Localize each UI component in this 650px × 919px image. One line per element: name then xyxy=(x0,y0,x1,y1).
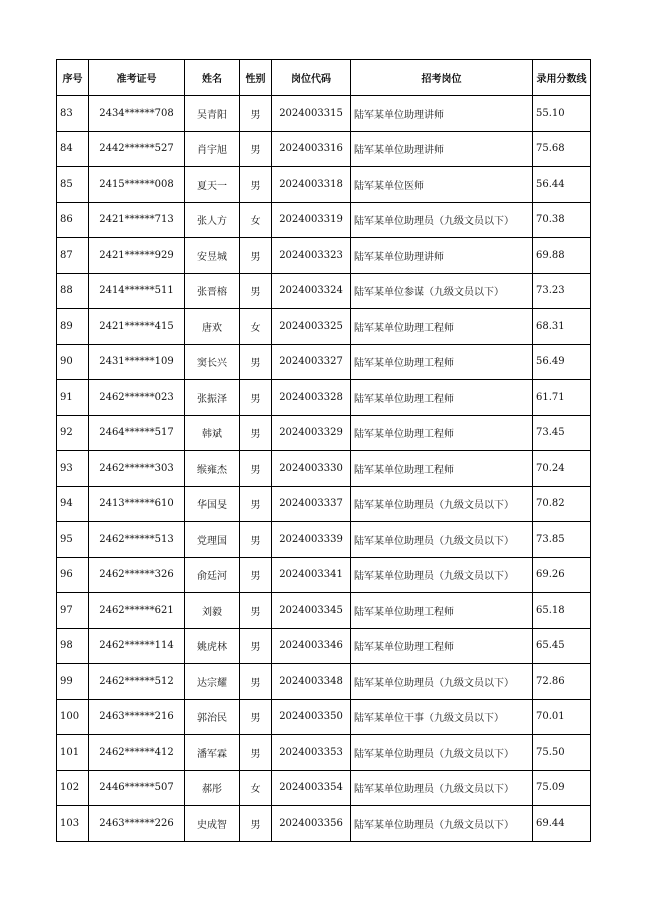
seq-cell: 99 xyxy=(57,664,89,700)
ticket-number-cell: 2421******415 xyxy=(89,309,185,345)
post-code-cell: 2024003345 xyxy=(272,593,351,629)
header-score: 录用分数线 xyxy=(533,60,591,96)
gender-cell: 男 xyxy=(240,238,272,274)
post-code-cell: 2024003323 xyxy=(272,238,351,274)
post-cell: 陆军某单位助理员（九级文员以下） xyxy=(351,664,533,700)
name-cell: 夏天一 xyxy=(185,167,240,203)
post-cell: 陆军某单位助理工程师 xyxy=(351,451,533,487)
table-row xyxy=(57,238,591,274)
gender-cell: 男 xyxy=(240,273,272,309)
score-cell: 61.71 xyxy=(533,380,591,416)
ticket-number-cell: 2442******527 xyxy=(89,131,185,167)
seq-cell: 94 xyxy=(57,486,89,522)
ticket-number-cell: 2415******008 xyxy=(89,167,185,203)
name-cell: 张人方 xyxy=(185,202,240,238)
post-code-cell: 2024003341 xyxy=(272,557,351,593)
post-cell: 陆军某单位助理员（九级文员以下） xyxy=(351,486,533,522)
gender-cell: 男 xyxy=(240,451,272,487)
name-cell: 史成智 xyxy=(185,806,240,842)
gender-cell: 男 xyxy=(240,628,272,664)
post-cell: 陆军某单位助理工程师 xyxy=(351,309,533,345)
post-cell: 陆军某单位助理讲师 xyxy=(351,238,533,274)
table-header-row xyxy=(57,60,591,96)
table-row xyxy=(57,415,591,451)
post-code-cell: 2024003328 xyxy=(272,380,351,416)
score-cell: 75.09 xyxy=(533,770,591,806)
table-row xyxy=(57,628,591,664)
seq-cell: 98 xyxy=(57,628,89,664)
ticket-number-cell: 2431******109 xyxy=(89,344,185,380)
post-cell: 陆军某单位助理工程师 xyxy=(351,380,533,416)
table-row xyxy=(57,699,591,735)
name-cell: 唐欢 xyxy=(185,309,240,345)
seq-cell: 96 xyxy=(57,557,89,593)
seq-cell: 100 xyxy=(57,699,89,735)
post-cell: 陆军某单位助理工程师 xyxy=(351,593,533,629)
ticket-number-cell: 2464******517 xyxy=(89,415,185,451)
name-cell: 郝彤 xyxy=(185,770,240,806)
seq-cell: 97 xyxy=(57,593,89,629)
table-row xyxy=(57,344,591,380)
gender-cell: 女 xyxy=(240,770,272,806)
score-cell: 70.01 xyxy=(533,699,591,735)
gender-cell: 男 xyxy=(240,486,272,522)
header-seq: 序号 xyxy=(57,60,89,96)
gender-cell: 男 xyxy=(240,735,272,771)
post-cell: 陆军某单位助理员（九级文员以下） xyxy=(351,202,533,238)
table-row xyxy=(57,273,591,309)
seq-cell: 102 xyxy=(57,770,89,806)
score-cell: 75.50 xyxy=(533,735,591,771)
score-cell: 70.82 xyxy=(533,486,591,522)
name-cell: 缑雍杰 xyxy=(185,451,240,487)
table-row xyxy=(57,96,591,132)
name-cell: 张振泽 xyxy=(185,380,240,416)
score-cell: 70.38 xyxy=(533,202,591,238)
score-cell: 73.23 xyxy=(533,273,591,309)
table-row xyxy=(57,167,591,203)
ticket-number-cell: 2414******511 xyxy=(89,273,185,309)
post-code-cell: 2024003353 xyxy=(272,735,351,771)
header-post-code: 岗位代码 xyxy=(272,60,351,96)
name-cell: 郭治民 xyxy=(185,699,240,735)
name-cell: 张晋榕 xyxy=(185,273,240,309)
ticket-number-cell: 2463******226 xyxy=(89,806,185,842)
table-row xyxy=(57,593,591,629)
post-code-cell: 2024003316 xyxy=(272,131,351,167)
gender-cell: 男 xyxy=(240,167,272,203)
seq-cell: 92 xyxy=(57,415,89,451)
post-cell: 陆军某单位助理员（九级文员以下） xyxy=(351,770,533,806)
score-cell: 69.88 xyxy=(533,238,591,274)
post-code-cell: 2024003330 xyxy=(272,451,351,487)
ticket-number-cell: 2462******303 xyxy=(89,451,185,487)
gender-cell: 男 xyxy=(240,131,272,167)
post-code-cell: 2024003348 xyxy=(272,664,351,700)
seq-cell: 93 xyxy=(57,451,89,487)
post-code-cell: 2024003339 xyxy=(272,522,351,558)
seq-cell: 90 xyxy=(57,344,89,380)
ticket-number-cell: 2446******507 xyxy=(89,770,185,806)
score-cell: 68.31 xyxy=(533,309,591,345)
gender-cell: 男 xyxy=(240,344,272,380)
header-post: 招考岗位 xyxy=(351,60,533,96)
ticket-number-cell: 2434******708 xyxy=(89,96,185,132)
seq-cell: 91 xyxy=(57,380,89,416)
score-cell: 56.49 xyxy=(533,344,591,380)
table-row xyxy=(57,451,591,487)
ticket-number-cell: 2421******713 xyxy=(89,202,185,238)
gender-cell: 男 xyxy=(240,380,272,416)
seq-cell: 101 xyxy=(57,735,89,771)
header-gender: 性别 xyxy=(240,60,272,96)
ticket-number-cell: 2413******610 xyxy=(89,486,185,522)
post-cell: 陆军某单位助理员（九级文员以下） xyxy=(351,522,533,558)
ticket-number-cell: 2462******114 xyxy=(89,628,185,664)
seq-cell: 83 xyxy=(57,96,89,132)
post-code-cell: 2024003315 xyxy=(272,96,351,132)
admission-score-table xyxy=(56,59,591,842)
table-row xyxy=(57,131,591,167)
gender-cell: 男 xyxy=(240,415,272,451)
table-row xyxy=(57,806,591,842)
table-row xyxy=(57,735,591,771)
post-code-cell: 2024003319 xyxy=(272,202,351,238)
name-cell: 吴青阳 xyxy=(185,96,240,132)
gender-cell: 女 xyxy=(240,309,272,345)
score-cell: 55.10 xyxy=(533,96,591,132)
table-row xyxy=(57,557,591,593)
name-cell: 俞廷河 xyxy=(185,557,240,593)
table-row xyxy=(57,309,591,345)
post-code-cell: 2024003327 xyxy=(272,344,351,380)
name-cell: 刘毅 xyxy=(185,593,240,629)
seq-cell: 85 xyxy=(57,167,89,203)
post-code-cell: 2024003356 xyxy=(272,806,351,842)
post-cell: 陆军某单位助理员（九级文员以下） xyxy=(351,557,533,593)
post-cell: 陆军某单位医师 xyxy=(351,167,533,203)
post-cell: 陆军某单位助理工程师 xyxy=(351,628,533,664)
seq-cell: 86 xyxy=(57,202,89,238)
post-code-cell: 2024003337 xyxy=(272,486,351,522)
gender-cell: 男 xyxy=(240,806,272,842)
score-cell: 69.26 xyxy=(533,557,591,593)
ticket-number-cell: 2462******412 xyxy=(89,735,185,771)
gender-cell: 男 xyxy=(240,699,272,735)
seq-cell: 103 xyxy=(57,806,89,842)
ticket-number-cell: 2462******621 xyxy=(89,593,185,629)
score-cell: 69.44 xyxy=(533,806,591,842)
post-cell: 陆军某单位助理讲师 xyxy=(351,131,533,167)
post-code-cell: 2024003354 xyxy=(272,770,351,806)
post-code-cell: 2024003324 xyxy=(272,273,351,309)
ticket-number-cell: 2462******326 xyxy=(89,557,185,593)
post-cell: 陆军某单位干事（九级文员以下） xyxy=(351,699,533,735)
post-cell: 陆军某单位参谋（九级文员以下） xyxy=(351,273,533,309)
seq-cell: 89 xyxy=(57,309,89,345)
ticket-number-cell: 2421******929 xyxy=(89,238,185,274)
table-row xyxy=(57,522,591,558)
post-code-cell: 2024003318 xyxy=(272,167,351,203)
table-row xyxy=(57,770,591,806)
score-cell: 73.45 xyxy=(533,415,591,451)
post-cell: 陆军某单位助理讲师 xyxy=(351,96,533,132)
name-cell: 姚虎林 xyxy=(185,628,240,664)
gender-cell: 男 xyxy=(240,593,272,629)
gender-cell: 男 xyxy=(240,522,272,558)
name-cell: 安昱城 xyxy=(185,238,240,274)
table-row xyxy=(57,380,591,416)
name-cell: 潘军霖 xyxy=(185,735,240,771)
seq-cell: 87 xyxy=(57,238,89,274)
header-ticket-number: 准考证号 xyxy=(89,60,185,96)
name-cell: 肖宇旭 xyxy=(185,131,240,167)
post-cell: 陆军某单位助理工程师 xyxy=(351,415,533,451)
post-cell: 陆军某单位助理员（九级文员以下） xyxy=(351,806,533,842)
name-cell: 达宗耀 xyxy=(185,664,240,700)
name-cell: 窦长兴 xyxy=(185,344,240,380)
score-cell: 65.18 xyxy=(533,593,591,629)
post-code-cell: 2024003329 xyxy=(272,415,351,451)
post-cell: 陆军某单位助理工程师 xyxy=(351,344,533,380)
score-cell: 56.44 xyxy=(533,167,591,203)
ticket-number-cell: 2462******513 xyxy=(89,522,185,558)
gender-cell: 女 xyxy=(240,202,272,238)
ticket-number-cell: 2462******023 xyxy=(89,380,185,416)
ticket-number-cell: 2463******216 xyxy=(89,699,185,735)
ticket-number-cell: 2462******512 xyxy=(89,664,185,700)
seq-cell: 95 xyxy=(57,522,89,558)
score-cell: 75.68 xyxy=(533,131,591,167)
score-cell: 65.45 xyxy=(533,628,591,664)
gender-cell: 男 xyxy=(240,96,272,132)
score-cell: 73.85 xyxy=(533,522,591,558)
table-row xyxy=(57,664,591,700)
name-cell: 党理国 xyxy=(185,522,240,558)
score-cell: 72.86 xyxy=(533,664,591,700)
post-code-cell: 2024003325 xyxy=(272,309,351,345)
gender-cell: 男 xyxy=(240,664,272,700)
table-row xyxy=(57,202,591,238)
gender-cell: 男 xyxy=(240,557,272,593)
name-cell: 韩斌 xyxy=(185,415,240,451)
name-cell: 华国旻 xyxy=(185,486,240,522)
table-row xyxy=(57,486,591,522)
post-code-cell: 2024003346 xyxy=(272,628,351,664)
seq-cell: 88 xyxy=(57,273,89,309)
header-name: 姓名 xyxy=(185,60,240,96)
seq-cell: 84 xyxy=(57,131,89,167)
post-code-cell: 2024003350 xyxy=(272,699,351,735)
post-cell: 陆军某单位助理员（九级文员以下） xyxy=(351,735,533,771)
score-cell: 70.24 xyxy=(533,451,591,487)
